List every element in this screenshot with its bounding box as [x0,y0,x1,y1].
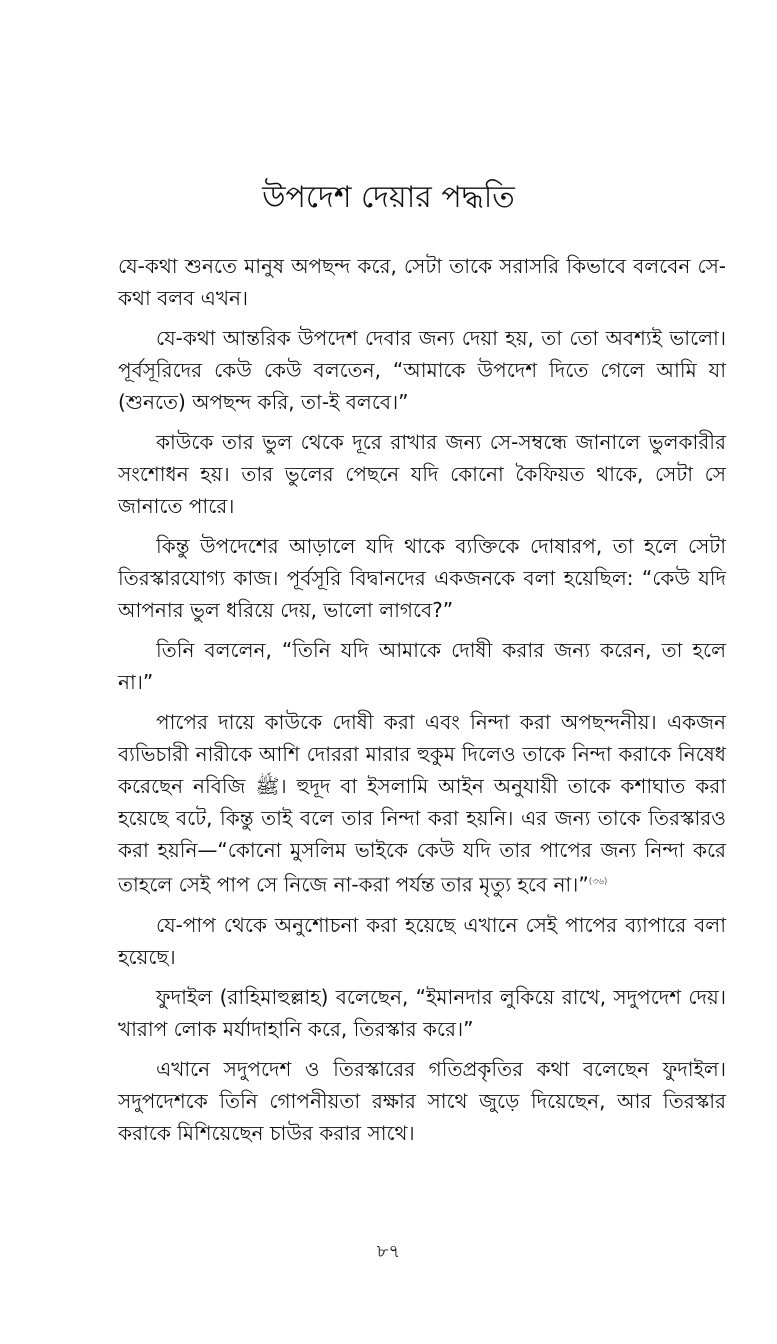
paragraph-3: কাউকে তার ভুল থেকে দূরে রাখার জন্য সে-সম্বন্ধে জানালে ভুলকারীর সংশোধন হয়। তার ভুলের পেছনে যদি কোনো কৈফিয়ত থাকে, সেটা সে জানাতে পারে। [118,430,726,518]
paragraph-6 [118,706,726,901]
footnote-reference: (৩৬) [588,877,608,887]
paragraph-7: যে-পাপ থেকে অনুশোচনা করা হয়েছে এখানে সেই পাপের ব্যাপারে বলা হয়েছে। [118,912,726,969]
chapter-title: উপদেশ দেয়ার পদ্ধতি [262,180,515,215]
paragraph-9: এখানে সদুপদেশ ও তিরস্কারের গতিপ্রকৃতির কথা বলেছেন ফুদাইল। সদুপদেশকে তিনি গোপনীয়তা রক্ষার সাথে জুড়ে দিয়েছেন, আর তিরস্কার করাকে মিশিয়েছেন চাউর করার সাথে। [118,1056,726,1145]
paragraph-5: তিনি বললেন, “তিনি যদি আমাকে দোষী করার জন্য করেন, তা হলে না।” [118,638,726,694]
paragraph-6-text: পাপের দায়ে কাউকে দোষী করা এবং নিন্দা করা অপছন্দনীয়। একজন ব্যভিচারী নারীকে আশি দোররা মারার হুকুম দিলেও তাকে নিন্দা করাকে নিষেধ করেছেন নবিজি ﷺ। হুদূদ বা ইসলামি আইন অনুযায়ী তাকে কশাঘাত করা হয়েছে বটে, কিন্তু তাই বলে তার নিন্দা করা হয়নি। এর জন্য তাকে তিরস্কারও করা হয়নি—“কোনো মুসলিম ভাইকে কেউ যদি তার পাপের জন্য নিন্দা করে তাহলে সেই পাপ সে নিজে না-করা পর্যন্ত তার মৃত্যু হবে না।” [118,710,726,897]
page-number: ৮৭ [376,1241,401,1262]
paragraph-2: যে-কথা আন্তরিক উপদেশ দেবার জন্য দেয়া হয়, তা তো অবশ্যই ভালো। পূর্বসূরিদের কেউ কেউ বলতেন, “আমাকে উপদেশ দিতে গেলে আমি যা (শুনতে) অপছন্দ করি, তা-ই বলবে।” [118,326,726,414]
paragraph-4: কিন্তু উপদেশের আড়ালে যদি থাকে ব্যক্তিকে দোষারপ, তা হলে সেটা তিরস্কারযোগ্য কাজ। পূর্বসূরি বিদ্বানদের একজনকে বলা হয়েছিল: “কেউ যদি আপনার ভুল ধরিয়ে দেয়, ভালো লাগবে?” [118,534,726,622]
paragraph-1: যে-কথা শুনতে মানুষ অপছন্দ করে, সেটা তাকে সরাসরি কিভাবে বলবেন সে-কথা বলব এখন। [118,254,726,310]
paragraph-8: ফুদাইল (রাহিমাহুল্লাহ) বলেছেন, “ইমানদার লুকিয়ে রাখে, সদুপদেশ দেয়। খারাপ লোক মর্যাদাহানি করে, তিরস্কার করে।” [118,984,726,1041]
body-text [118,250,726,1157]
